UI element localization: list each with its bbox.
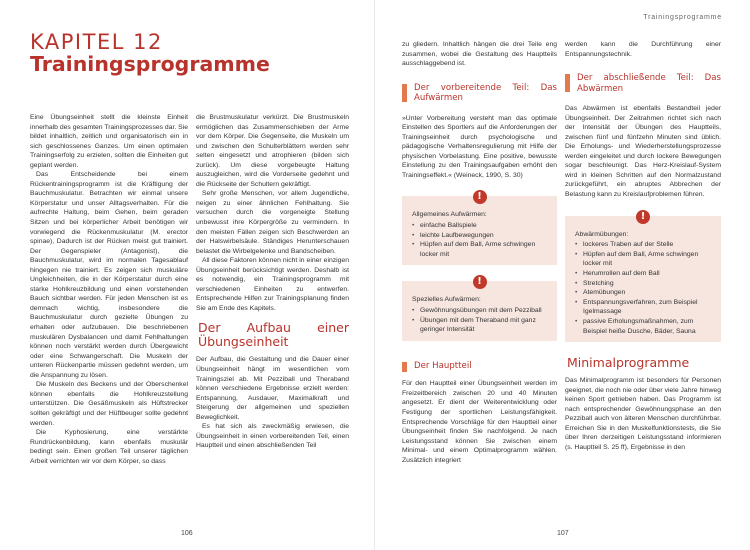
- paragraph: Der Aufbau, die Gestaltung und die Dauer einer Übungseinheit hängt im wesentlichen vom Trainingsziel ab. Mit Pezziball und Theraband können verschiedene Ergebnisse erzielt werden: Entspannung, Ausdauer, Maximalkraft und Steigerung der allgemeinen und speziellen Beweglichkeit.: [196, 356, 349, 421]
- right-page: [375, 0, 750, 550]
- box-list: [575, 240, 713, 336]
- list-item: • Übungen mit dem Theraband mit ganz geringer Intensität: [412, 316, 549, 335]
- page-number-right: 107: [557, 530, 569, 537]
- left-column-1: [30, 113, 188, 466]
- paragraph: Es hat sich als zweckmäßig erwiesen, die Übungseinheit in einen vorbereitenden Teil, einen Hauptteil und einen abschließenden Teil: [196, 423, 349, 450]
- list-item: • Stretching: [575, 279, 713, 289]
- info-box-special-warmup: [402, 276, 557, 340]
- right-column-2: [565, 40, 721, 452]
- list-item: • Atemübungen: [575, 288, 713, 298]
- exclamation-warning-icon: !: [636, 210, 650, 224]
- list-item: • Gewöhnungsübungen mit dem Pezziball: [412, 306, 549, 316]
- box-list: [412, 306, 549, 335]
- paragraph: Das Entscheidende bei einem Rückentrainingsprogramm ist die Kräftigung der Bauchmuskulatur. Betrachten wir einmal unsere Körperstatur und unser Alltagsverhalten. Für die aufrechte Haltung, beim Gehen, beim geraden Sitzen und bei körperlicher Arbeit benötigen wir vorwiegend die Rückenmuskulatur (M. erector spinae), Dadurch ist der Rücken meist gut trainiert. Der Gegenspieler (Antagonist), die Bauchmuskulatur, wird im normalen Tagesablauf hingegen nie trainiert. Es zeigen sich muskuläre Ungleichheiten, die in der Körperstatur durch eine starke Hohlkreuzbildung und einen vorstehenden Bauch sichtbar werden. Für jeden Menschen ist es demnach wichtig, insbesondere die Bauchmuskulatur durch gezielte Übungen zu erhalten oder aufzubauen. Die beschriebenen muskulären Dysbalancen und damit Fehlhaltungen können noch verstärkt werden durch Übergewicht oder eine Schwangerschaft. Die Muskeln der unteren Rückenpartie müssen gedehnt werden, um die Anspannung zu lösen.: [30, 171, 188, 379]
- list-item: • Herumrollen auf dem Ball: [575, 269, 713, 279]
- exclamation-warning-icon: !: [473, 275, 487, 289]
- box-title: Allgemeines Aufwärmen:: [412, 211, 487, 219]
- list-item: • Entspannungsverfahren, zum Beispiel Igelmassage: [575, 298, 713, 317]
- paragraph: Eine Übungseinheit stellt die kleinste Einheit innerhalb des gesamten Trainingsprozesses dar. Sie bildet inhaltlich, zeitlich und organisatorisch ein in sich geschlossenes Ganzes. Um einen optimalen Trainingserfolg zu erzielen, sollten die Einheiten gut geplant werden.: [30, 114, 188, 169]
- section-heading-minimalprogramme: Minimalprogramme: [567, 355, 690, 371]
- paragraph: Das Abwärmen ist ebenfalls Bestandteil jeder Übungseinheit. Der Zeitrahmen richtet sich nach der Intensität der Übungen des Hauptteils, zwischen fünf und fünfzehn Minuten sind üblich. Die Erholungs- und Wiederherstellungsprozesse werden eingeleitet und durch lockere Bewegungen sogar beschleunigt. Das Herz-Kreislauf-System wird in kleinen Schritten auf den Normalzustand zurückgeführt, ein abruptes Abbrechen der Belastung kann zu Kreislaufproblemen führen.: [565, 105, 721, 199]
- paragraph: Die Kyphosierung, eine verstärkte Rundrückenbildung, kann ebenfalls muskulär bedingt sein. Einen großen Teil unserer täglichen Arbeit verrichten wir vor dem Körper, so dass: [30, 429, 188, 465]
- list-item: • Hüpfen auf dem Ball, Arme schwingen locker mit: [412, 240, 549, 259]
- running-header: Trainingsprogramme: [643, 14, 722, 21]
- subheading-hauptteil: Der Hauptteil: [402, 361, 557, 372]
- box-list: [412, 221, 549, 259]
- box-title: Abwärmübungen:: [575, 230, 629, 238]
- list-item: • einfache Ballspiele: [412, 221, 549, 231]
- paragraph: All diese Faktoren können nicht in einer einzigen Übungseinheit berücksichtigt werden. Deshalb ist es notwendig, ein Trainingsprogramm mit verschiedenen Einheiten zu entwerfen. Entsprechende Hilfen zur Trainingsplanung finden Sie am Ende des Kapitels.: [196, 257, 349, 312]
- chapter-number: KAPITEL 12: [30, 30, 163, 54]
- info-box-cooldown: [565, 210, 721, 343]
- paragraph: werden kann die Durchführung einer Entspannungstechnik.: [565, 41, 721, 58]
- paragraph: »Unter Vorbereitung versteht man das optimale Einstellen des Sportlers auf die Anforderungen der Trainingseinheit durch psychologische und pädagogische Verhaltensregulierung mit Hilfe der physischen Vorbelastung. Eine positive, bewusste Einstellung zu den Trainingsaufgaben erhöht den Trainingseffekt.« (Weineck, 1990, S. 30): [402, 114, 557, 179]
- paragraph: die Brustmuskulatur verkürzt. Die Brustmuskeln ermöglichen das Zusammenschieben der Arme vor dem Körper. Die Gegenseite, die Muskeln um und zwischen den Schulterblättern werden sehr selten eingesetzt und atrophieren (bilden sich zurück). Um diese vorgebeugte Haltung auszugleichen, wird die Vorderseite gedehnt und die Rückseite der Schultern gekräftigt.: [196, 114, 349, 188]
- list-item: • Hüpfen auf dem Ball, Arme schwingen locker mit: [575, 250, 713, 269]
- page-number-left: 106: [181, 530, 193, 537]
- paragraph: Die Muskeln des Beckens und der Oberschenkel können ebenfalls die Hohlkreuzstellung unterstützen. Die Gesäßmuskeln als Hüftstrecker sollten gekräftigt und der Hüftbeuger sollte gedehnt werden.: [30, 381, 188, 427]
- left-column-2: [196, 113, 349, 451]
- list-item: • lockeres Traben auf der Stelle: [575, 240, 713, 250]
- right-column-1: [402, 40, 557, 465]
- list-item: • passive Erholungsmaßnahmen, zum Beispiel heiße Dusche, Bäder, Sauna: [575, 317, 713, 336]
- paragraph: zu gliedern. Inhaltlich hängen die drei Teile eng zusammen, wobei die Gestaltung des Hauptteils ausschlaggebend ist.: [402, 41, 557, 68]
- list-item: • leichte Laufbewegungen: [412, 231, 549, 241]
- chapter-title: Trainingsprogramme: [30, 52, 270, 76]
- paragraph: Für den Hauptteil einer Übungseinheit werden im Freizeitbereich zwischen 20 und 40 Minuten angesetzt. Er dient der Weiterentwicklung oder Festigung der sportlichen Leistungsfähigkeit. Entsprechende Vorschläge für den Hauptteil einer Übungseinheit finden Sie nachfolgend. Je nach Leistungsstand können Sie zwischen einem Minimal- und einem Optimalprogramm wählen. Zusätzlich integriert: [402, 380, 557, 464]
- paragraph: Sehr große Menschen, vor allem Jugendliche, neigen zu einer ähnlichen Fehlhaltung. Sie versuchen durch die vorgeneigte Stellung unbewusst ihre Körpergröße zu vermindern. In den meisten Fällen zeigen sich Beschwerden an der Halswirbelsäule. Ständiges Herunterschauen belastet die Wirbelgelenke und Bandscheiben.: [196, 190, 349, 255]
- info-box-general-warmup: [402, 191, 557, 265]
- paragraph: Das Minimalprogramm ist besonders für Personen geeignet, die noch nie oder über viele Jahre hinweg keinen Sport getrieben haben. Das Programm ist nach entsprechender Gewöhnungsphase an den Pezziball auch von älteren Menschen durchführbar. Erreichen Sie in den Muskelfunktionstests, die Sie über Ihren derzeitigen Leistungsstand informieren (s. Hauptteil S. 25 ff), Ergebnisse in den: [565, 377, 721, 451]
- subheading-aufwaermen: Der vorbereitende Teil: Das Aufwärmen: [402, 83, 557, 104]
- exclamation-warning-icon: !: [473, 190, 487, 204]
- box-title: Spezielles Aufwärmen:: [412, 296, 481, 304]
- section-heading-aufbau: Der Aufbau einer Übungseinheit: [198, 320, 349, 350]
- subheading-abwaermen: Der abschließende Teil: Das Abwärmen: [565, 73, 721, 94]
